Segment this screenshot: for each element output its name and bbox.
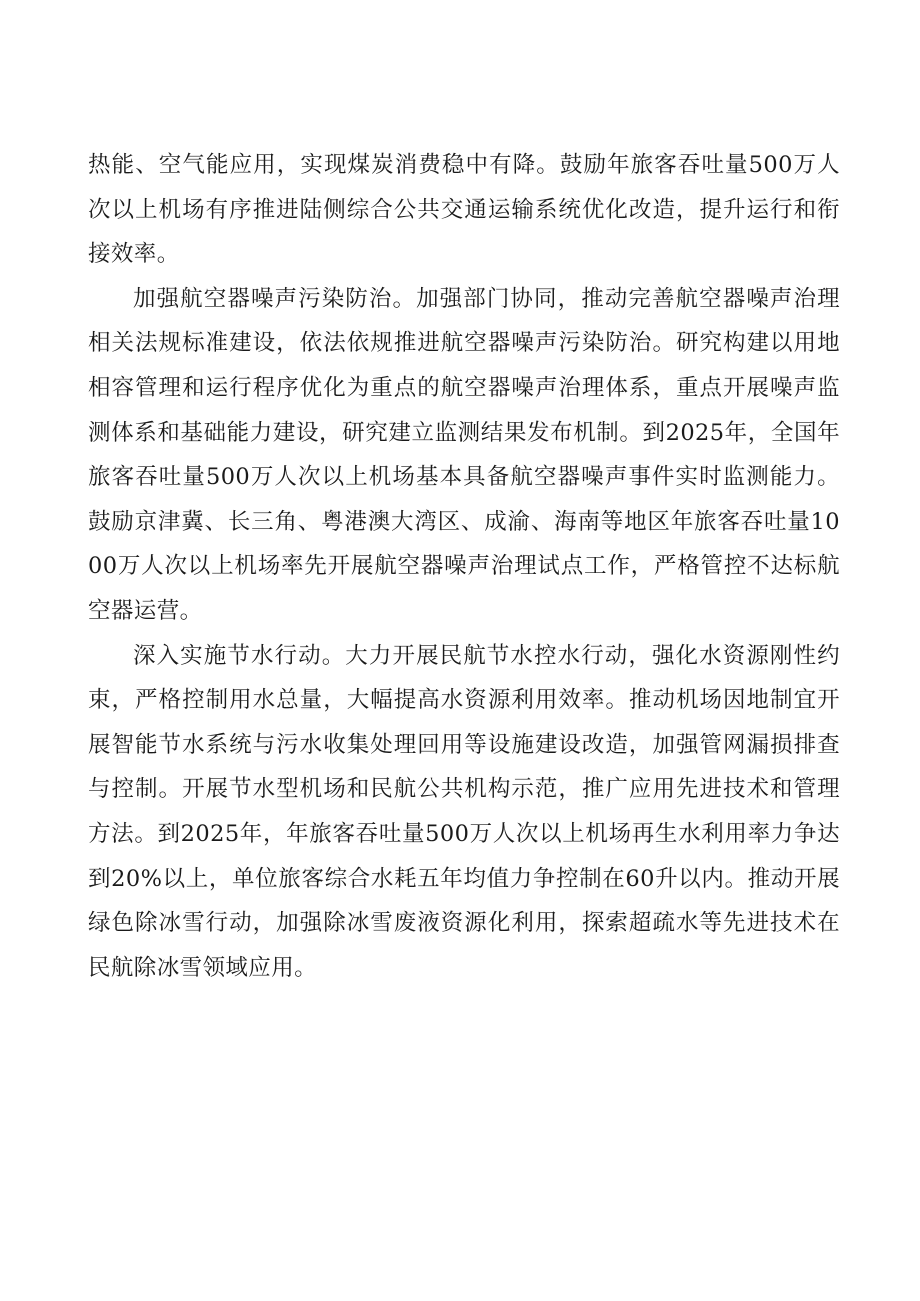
paragraph-water-saving: 深入实施节水行动。大力开展民航节水控水行动，强化水资源刚性约束，严格控制用水总量，大幅提高水资源利用效率。推动机场因地制宜开展智能节水系统与污水收集处理回用等设施建设改造，加强管网漏损排查与控制。开展节水型机场和民航公共机构示范，推广应用先进技术和管理方法。到2025年，年旅客吞吐量500万人次以上机场再生水利用率力争达到20%以上，单位旅客综合水耗五年均值力争控制在60升以内。推动开展绿色除冰雪行动，加强除冰雪废液资源化利用，探索超疏水等先进技术在民航除冰雪领域应用。 — [88, 642, 840, 981]
paragraph-aircraft-noise: 加强航空器噪声污染防治。加强部门协同，推动完善航空器噪声治理相关法规标准建设，依法依规推进航空器噪声污染防治。研究构建以用地相容管理和运行程序优化为重点的航空器噪声治理体系，重点开展噪声监测体系和基础能力建设，研究建立监测结果发布机制。到2025年，全国年旅客吞吐量500万人次以上机场基本具备航空器噪声事件实时监测能力。鼓励京津冀、长三角、粤港澳大湾区、成渝、海南等地区年旅客吞吐量1000万人次以上机场率先开展航空器噪声治理试点工作，严格管控不达标航空器运营。 — [88, 285, 840, 624]
paragraph-continuation: 热能、空气能应用，实现煤炭消费稳中有降。鼓励年旅客吞吐量500万人次以上机场有序推进陆侧综合公共交通运输系统优化改造，提升运行和衔接效率。 — [88, 152, 840, 268]
